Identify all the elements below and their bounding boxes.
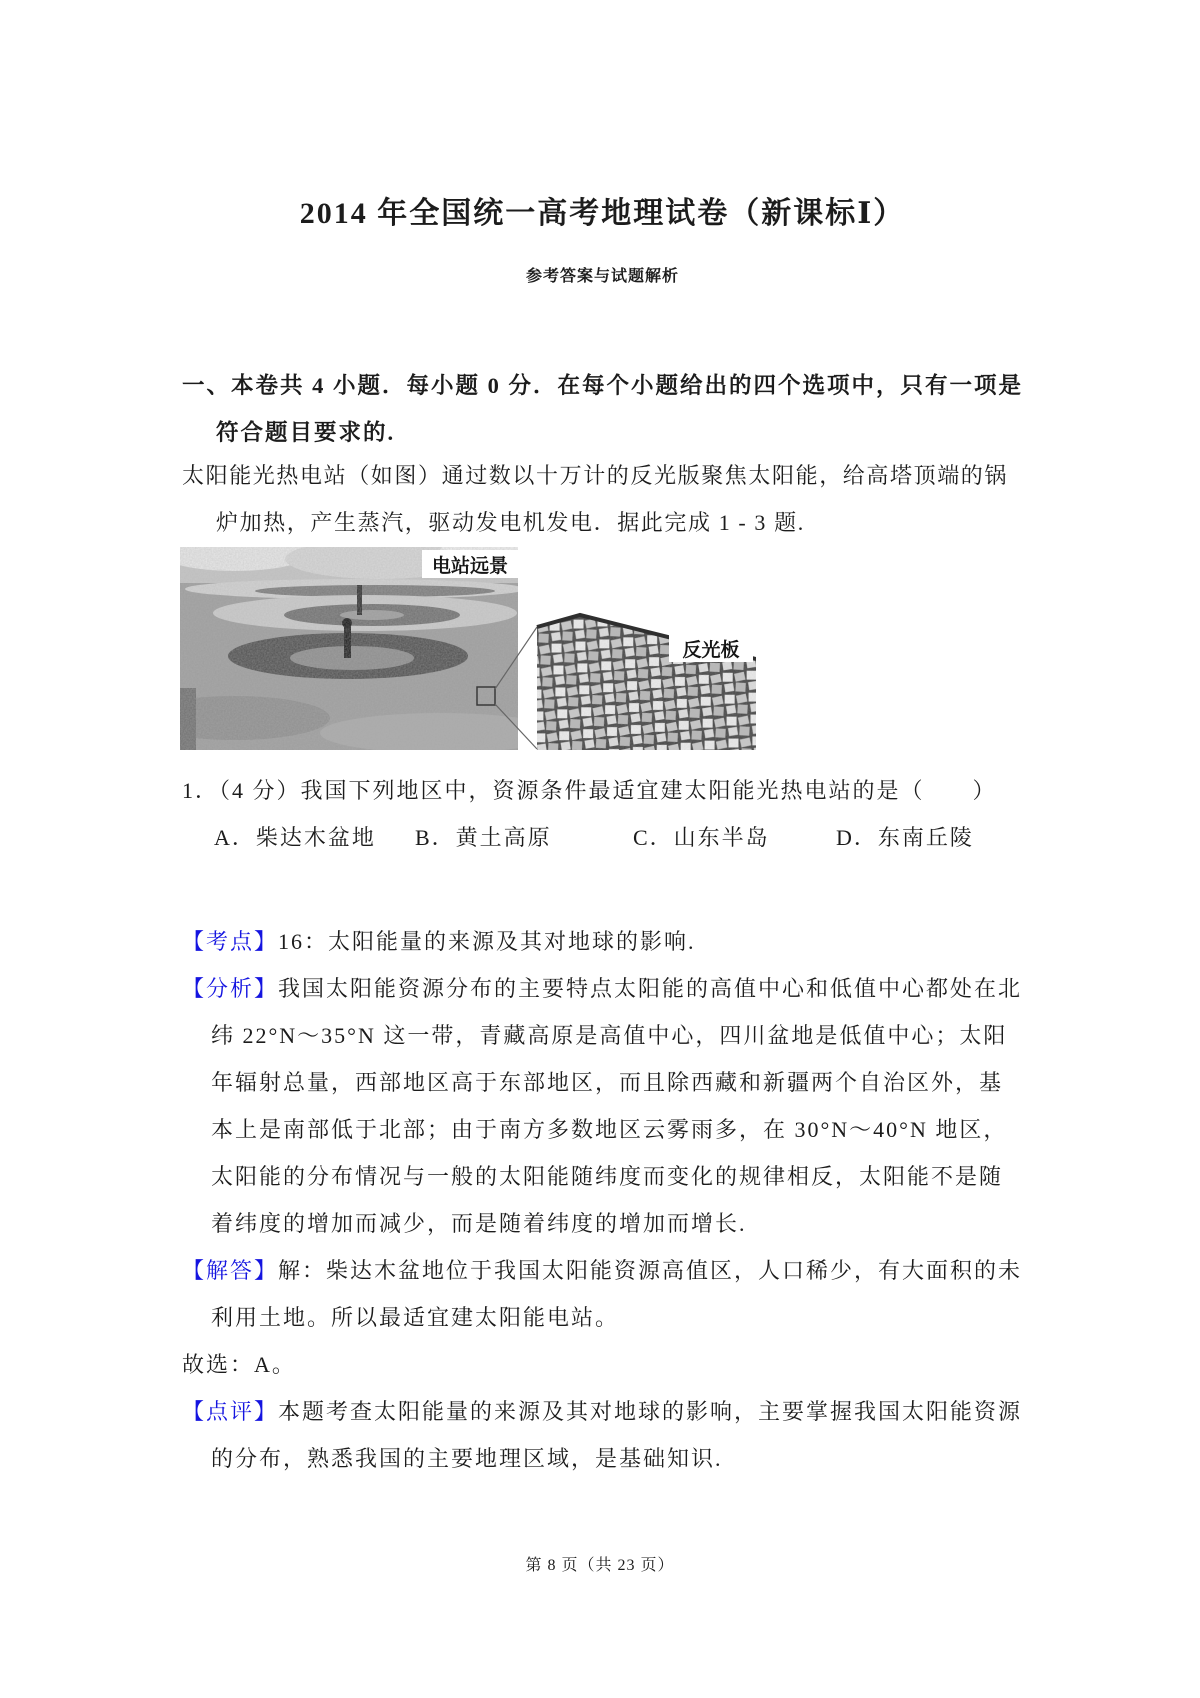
comment-text: 本题考查太阳能量的来源及其对地球的影响，主要掌握我国太阳能资源的分布，熟悉我国的主要地理区域，是基础知识. [211,1399,1023,1471]
panel-photo-label [669,635,753,662]
analysis-text: 我国太阳能资源分布的主要特点太阳能的高值中心和低值中心都处在北纬 22°N～35°N 这一带，青藏高原是高值中心，四川盆地是低值中心；太阳年辐射总量，西部地区高于东部地区，而且除西藏和新疆两个自治区外，基本上是南部低于北部；由于南方多数地区云雾雨多，在 30°N～40°N 地区，太阳能的分布情况与一般的太阳能随纬度而变化的规律相反，太阳能不是随着纬度的增加而减少，而是随着纬度的增加而增长. [211,976,1023,1236]
page-subtitle: 参考答案与试题解析 [525,268,679,285]
option-b: B．黄土高原 [415,825,552,850]
page-footer: 第 8 页（共 23 页） [525,1557,675,1574]
question-1-options [182,814,1023,861]
comment-block [182,1388,1023,1482]
analysis-tag: 【分析】 [182,976,279,1001]
page-content [182,0,1023,1482]
exam-point-tag: 【考点】 [182,929,279,954]
exam-point-block [182,918,1023,965]
answer-text: 解：柴达木盆地位于我国太阳能资源高值区，人口稀少，有大面积的未利用土地。所以最适宜建太阳能电站。 [211,1258,1023,1330]
station-photo-label [422,550,518,578]
analysis-block [182,965,1023,1247]
option-c: C．山东半岛 [633,825,770,850]
exam-point-text: 16：太阳能量的来源及其对地球的影响. [278,929,696,954]
figure-solar-station [180,543,756,750]
panel-photo [530,608,756,750]
option-d: D．东南丘陵 [836,825,974,850]
station-photo-label-text: 电站远景 [431,556,509,577]
figure-svg [180,543,756,750]
intro-paragraph: 太阳能光热电站（如图）通过数以十万计的反光版聚焦太阳能，给高塔顶端的锅炉加热，产生蒸汽，驱动发电机发电．据此完成 1 - 3 题. [182,463,1009,535]
answer-tag: 【解答】 [182,1258,279,1283]
page-title: 2014 年全国统一高考地理试卷（新课标Ⅰ） [299,197,906,230]
answer-block [182,1247,1023,1341]
question-1-stem: 1．（4 分）我国下列地区中，资源条件最适宜建太阳能光热电站的是（ ） [182,778,997,803]
option-a: A．柴达木盆地 [214,825,376,850]
panel-photo-label-text: 反光板 [682,640,740,661]
answer-conclusion: 故选：A。 [182,1352,296,1377]
comment-tag: 【点评】 [182,1399,279,1424]
section-heading: 一、本卷共 4 小题．每小题 0 分．在每个小题给出的四个选项中，只有一项是符合题目要求的. [182,373,1024,445]
